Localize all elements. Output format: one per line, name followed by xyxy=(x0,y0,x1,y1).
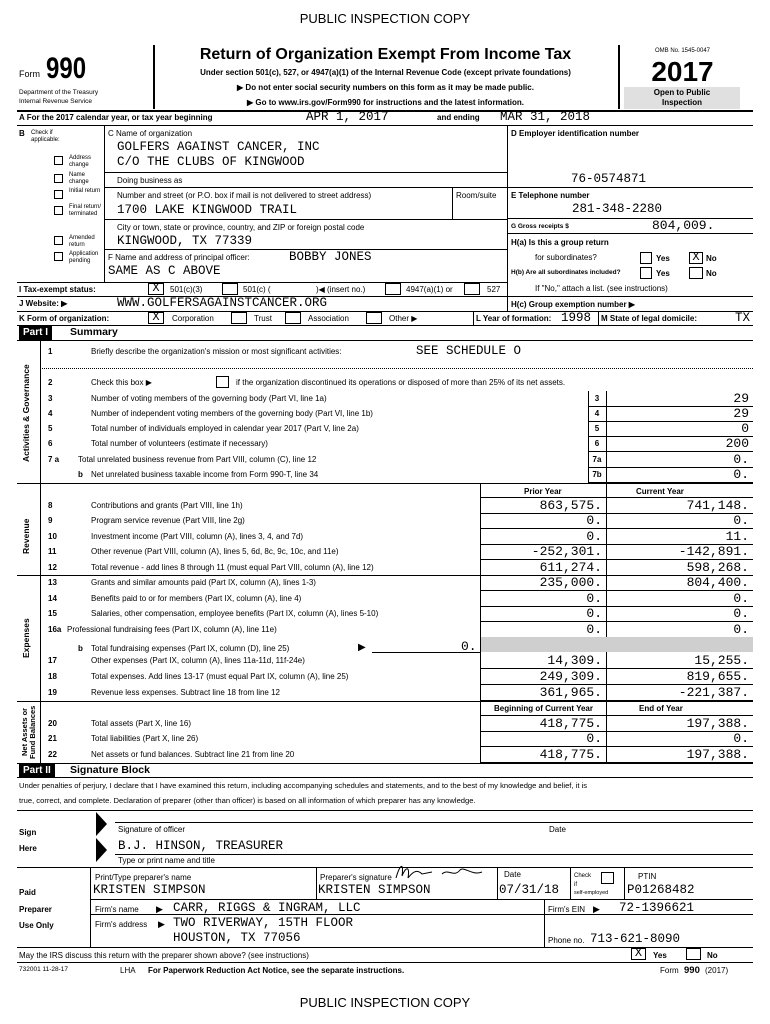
fin-line-rule xyxy=(480,528,753,529)
part1-title: Summary xyxy=(70,326,118,338)
prep-sig-name: KRISTEN SIMPSON xyxy=(318,883,431,897)
form-subtitle: Under section 501(c), 527, or 4947(a)(1) of the Internal Revenue Code (except private foundations) xyxy=(200,68,571,77)
check-if: Check if xyxy=(31,130,53,136)
rule-preparer xyxy=(17,867,753,868)
fin-line-text: Total assets (Part X, line 16) xyxy=(91,719,192,728)
ssn-notice: ▶ Do not enter social security numbers on this form as it may be made public. xyxy=(237,83,534,92)
ptin-value: P01268482 xyxy=(627,883,695,897)
gov-line-number: 7 a xyxy=(48,455,60,464)
preparer-label: Preparer xyxy=(19,905,52,914)
ein-value: 76-0574871 xyxy=(571,172,647,186)
line16b-text: Total fundraising expenses (Part IX, column (D), line 25) xyxy=(91,644,290,653)
hb-note: If "No," attach a list. (see instructions) xyxy=(535,284,668,293)
fin-line-text: Contributions and grants (Part VIII, line 1h) xyxy=(91,501,243,510)
rule-firm xyxy=(90,899,753,900)
part2-title: Signature Block xyxy=(70,764,150,776)
page-footer: PUBLIC INSPECTION COPY xyxy=(299,995,471,1010)
address-change-label: Address change xyxy=(69,155,92,168)
firm-name: CARR, RIGGS & INGRAM, LLC xyxy=(173,901,361,915)
gov-line-value: 0 xyxy=(741,421,749,436)
rule-firm-addr xyxy=(90,914,753,915)
current-year-value: 0. xyxy=(733,606,749,621)
firm-addr-1: TWO RIVERWAY, 15TH FLOOR xyxy=(173,916,354,930)
open-public-1: Open to Public xyxy=(653,88,711,97)
current-year-value: 0. xyxy=(733,591,749,606)
line-i-label: I Tax-exempt status: xyxy=(19,285,96,294)
boy-header: Beginning of Current Year xyxy=(494,704,593,713)
501c-insert: )◀ (insert no.) xyxy=(316,285,366,294)
firm-ein: 72-1396621 xyxy=(619,901,695,915)
gov-line-box: 7a xyxy=(592,455,602,464)
prior-year-value: 0. xyxy=(586,731,602,746)
rule-footer xyxy=(17,962,753,963)
4947-label: 4947(a)(1) or xyxy=(406,285,453,294)
fin-line-number: 20 xyxy=(48,719,57,728)
line-m-label: M State of legal domicile: xyxy=(601,314,698,323)
l-divider xyxy=(473,311,474,325)
fin-line-text: Revenue less expenses. Subtract line 18 from line 12 xyxy=(91,688,280,697)
footer-form-word: Form xyxy=(660,966,679,975)
fin-line-number: 15 xyxy=(48,609,57,618)
firm-addr-arrow: ▶ xyxy=(158,919,165,929)
sidebar-divider xyxy=(40,340,41,763)
rule-street xyxy=(104,187,753,188)
line16b-value: 0. xyxy=(461,639,477,654)
fin-line-text: Program service revenue (Part VIII, line 2g) xyxy=(91,516,245,525)
rule-mission xyxy=(40,368,753,369)
room-label: Room/suite xyxy=(456,191,497,200)
ha-label: H(a) Is this a group return xyxy=(511,238,609,247)
fin-line-number: 9 xyxy=(48,516,53,525)
current-year-value: 741,148. xyxy=(686,498,749,513)
address-change-checkbox[interactable] xyxy=(54,156,63,165)
prep-date-label: Date xyxy=(504,870,521,879)
prep-date-divider xyxy=(497,867,498,899)
name-line xyxy=(115,854,753,855)
fin-line-text: Professional fundraising fees (Part IX, column (A), line 11e) xyxy=(67,625,277,634)
fin-line-number: 16a xyxy=(48,625,62,634)
officer-name: BOBBY JONES xyxy=(289,250,372,264)
gov-line-box: 6 xyxy=(594,439,600,448)
sig-officer-label: Signature of officer xyxy=(118,825,186,834)
sidebar-revenue: Revenue xyxy=(21,518,31,554)
rule-hc xyxy=(507,296,753,297)
amended-return-label: Amended return xyxy=(69,235,95,248)
line-k-label: K Form of organization: xyxy=(19,314,110,323)
year-formation: 1998 xyxy=(561,311,592,325)
dba-label: Doing business as xyxy=(117,176,183,185)
discontinued-checkbox[interactable] xyxy=(216,376,229,388)
current-year-value: 804,400. xyxy=(686,575,749,590)
website-value: WWW.GOLFERSAGAINSTCANCER.ORG xyxy=(117,296,328,310)
irs-label: Internal Revenue Service xyxy=(19,98,92,105)
prep-sig-divider xyxy=(316,867,317,899)
hb-label: H(b) Are all subordinates included? xyxy=(511,269,621,276)
rule-ha xyxy=(507,233,753,234)
applicable: applicable: xyxy=(31,137,60,143)
current-year-value: 819,655. xyxy=(686,669,749,684)
prep-name: KRISTEN SIMPSON xyxy=(93,883,206,897)
firm-ein-arrow: ▶ xyxy=(593,904,600,914)
prior-year-value: 14,309. xyxy=(547,653,602,668)
sig-line xyxy=(115,822,753,823)
line2-check-label: Check this box ▶ xyxy=(91,378,152,387)
check-label: Check xyxy=(574,873,592,879)
prep-check-divider xyxy=(570,867,571,899)
application-pending-checkbox[interactable] xyxy=(54,252,63,261)
eoy-header: End of Year xyxy=(639,704,683,713)
fin-line-number: 22 xyxy=(48,750,57,759)
paid-label: Paid xyxy=(19,888,36,897)
form-title: Return of Organization Exempt From Income Tax xyxy=(199,46,572,63)
ptin-divider xyxy=(624,867,625,899)
fin-line-rule xyxy=(480,700,753,701)
current-year-header: Current Year xyxy=(636,487,684,496)
form-code: 732001 11-28-17 xyxy=(19,966,69,973)
prior-year-value: 249,309. xyxy=(539,669,602,684)
street-label: Number and street (or P.O. box if mail is not delivered to street address) xyxy=(117,191,372,200)
form-word: Form xyxy=(19,69,40,79)
current-year-value: 598,268. xyxy=(686,560,749,575)
line1-number: 1 xyxy=(48,347,53,356)
use-only-label: Use Only xyxy=(19,921,54,930)
gov-line-number: b xyxy=(78,470,83,479)
gov-line-value: 29 xyxy=(733,406,749,421)
hb-yes-checkbox[interactable] xyxy=(640,267,652,279)
fin-line-number: 14 xyxy=(48,594,57,603)
prior-year-value: 361,965. xyxy=(539,685,602,700)
fin-line-text: Other revenue (Part VIII, column (A), lines 5, 6d, 8c, 9c, 10c, and 11e) xyxy=(91,547,339,556)
gov-line-number: 3 xyxy=(48,394,53,403)
footer-form-num: 990 xyxy=(684,965,700,976)
ein-label: D Employer identification number xyxy=(511,129,640,138)
final-return-checkbox[interactable] xyxy=(54,206,63,215)
gov-line-rule xyxy=(588,451,753,452)
self-emp-label: self-employed xyxy=(574,890,609,896)
rule-sign xyxy=(17,810,753,811)
gov-line-box: 3 xyxy=(594,394,600,403)
association-checkbox[interactable] xyxy=(285,312,301,324)
phone-label: E Telephone number xyxy=(511,191,590,200)
gov-box-right xyxy=(606,391,607,483)
org-name-line1: GOLFERS AGAINST CANCER, INC xyxy=(117,140,320,154)
firm-phone-label: Phone no. xyxy=(548,936,585,945)
sidebar-net-assets: Net Assets or Fund Balances xyxy=(20,705,37,759)
501c-label: 501(c) ( xyxy=(243,285,271,294)
type-name-label: Type or print name and title xyxy=(118,856,215,865)
501c3-label: 501(c)(3) xyxy=(170,285,203,294)
pra-notice: For Paperwork Reduction Act Notice, see the separate instructions. xyxy=(148,966,405,975)
line-j-label: J Website: ▶ xyxy=(19,299,68,308)
if-label: if xyxy=(574,882,577,888)
prior-year-value: 0. xyxy=(586,606,602,621)
line-a-ending: and ending xyxy=(437,113,480,122)
gov-line-value: 0. xyxy=(733,467,749,482)
gov-line-text: Number of independent voting members of the governing body (Part VI, line 1b) xyxy=(91,409,373,418)
section-b-label: B xyxy=(19,129,25,138)
rule-i-top xyxy=(17,282,507,283)
ha-no-label: No xyxy=(706,254,717,263)
corporation-checkbox[interactable]: X xyxy=(148,312,164,324)
form-number: 990 xyxy=(46,52,87,85)
name-change-label: Name change xyxy=(69,172,89,185)
527-checkbox[interactable] xyxy=(464,283,480,295)
prior-year-value: -252,301. xyxy=(531,544,602,559)
4947-checkbox[interactable] xyxy=(385,283,401,295)
gov-line-number: 4 xyxy=(48,409,53,418)
current-year-value: 0. xyxy=(733,513,749,528)
rule-k xyxy=(17,311,753,312)
current-year-value: 0. xyxy=(733,622,749,637)
other-checkbox[interactable] xyxy=(366,312,382,324)
gov-line-text: Number of voting members of the governing body (Part VI, line 1a) xyxy=(91,394,327,403)
current-year-value: 197,388. xyxy=(686,716,749,731)
mission-label: Briefly describe the organization's mission or most significant activities: xyxy=(91,347,342,356)
dept-treasury: Department of the Treasury xyxy=(19,89,99,96)
fin-line-text: Benefits paid to or for members (Part IX, column (A), line 4) xyxy=(91,594,302,603)
rule-part1-bottom xyxy=(17,340,753,341)
prep-name-label: Print/Type preparer's name xyxy=(95,873,192,882)
ha-sub: for subordinates? xyxy=(535,253,597,262)
fin-line-number: 12 xyxy=(48,563,57,572)
penalty-line2: true, correct, and complete. Declaration of preparer (other than officer) is based on all information of which preparer has any knowledge. xyxy=(19,796,476,805)
fin-line-number: 8 xyxy=(48,501,53,510)
other-label: Other ▶ xyxy=(389,314,418,323)
ha-no-checkbox[interactable]: X xyxy=(689,252,703,264)
fin-line-number: 17 xyxy=(48,656,57,665)
omb-number: OMB No. 1545-0047 xyxy=(654,48,711,54)
part2-tag: Part II xyxy=(19,764,55,778)
name-change-checkbox[interactable] xyxy=(54,174,63,183)
rule-exp-net xyxy=(17,701,753,702)
line2-text: if the organization discontinued its operations or disposed of more than 25% of its net assets. xyxy=(236,378,566,387)
phone-value: 281-348-2280 xyxy=(572,202,663,216)
line-a-label: A For the 2017 calendar year, or tax year beginning xyxy=(19,113,213,122)
discuss-yes-label: Yes xyxy=(653,951,667,960)
current-year-value: 0. xyxy=(733,731,749,746)
rule-dba xyxy=(104,172,507,173)
preparer-divider xyxy=(90,867,91,947)
gross-label: G Gross receipts $ xyxy=(511,223,569,230)
firm-ein-divider xyxy=(544,899,545,914)
hc-label: H(c) Group exemption number ▶ xyxy=(511,300,635,309)
gross-value: 804,009. xyxy=(652,218,715,233)
lha-label: LHA xyxy=(120,966,136,975)
fin-line-rule xyxy=(480,621,753,622)
current-year-value: -221,387. xyxy=(678,685,749,700)
discuss-question: May the IRS discuss this return with the preparer shown above? (see instructions) xyxy=(19,951,309,960)
rule-part2-bottom xyxy=(17,777,753,778)
line2-number: 2 xyxy=(48,378,53,387)
rule-part1 xyxy=(17,325,753,326)
fin-line-text: Total expenses. Add lines 13-17 (must equal Part IX, column (A), line 25) xyxy=(91,672,349,681)
501c3-checkbox[interactable]: X xyxy=(148,283,164,295)
rule-rev-header xyxy=(480,497,753,498)
penalty-line1: Under penalties of perjury, I declare that I have examined this return, including accompanying schedules and statements, and to the best of my knowledge and belief, it is xyxy=(19,781,588,790)
hb-no-checkbox[interactable] xyxy=(689,267,703,279)
fin-line-rule xyxy=(480,590,753,591)
gov-line-text: Net unrelated business taxable income from Form 990-T, line 34 xyxy=(91,470,319,479)
city-label: City or town, state or province, country, and ZIP or foreign postal code xyxy=(117,223,365,232)
rule-city xyxy=(104,219,507,220)
gov-line-box: 7b xyxy=(592,470,602,479)
fin-line-text: Grants and similar amounts paid (Part IX, column (A), lines 1-3) xyxy=(91,578,316,587)
tax-year-begin: APR 1, 2017 xyxy=(306,110,389,124)
open-public-2: Inspection xyxy=(661,98,702,107)
firm-name-arrow: ▶ xyxy=(156,904,163,914)
sidebar-expenses: Expenses xyxy=(21,618,31,658)
fin-line-number: 21 xyxy=(48,734,57,743)
fin-line-number: 10 xyxy=(48,532,57,541)
prior-year-value: 611,274. xyxy=(539,560,602,575)
fin-line-text: Salaries, other compensation, employee benefits (Part IX, column (A), lines 5-10) xyxy=(91,609,379,618)
association-label: Association xyxy=(308,314,349,323)
line-l-label: L Year of formation: xyxy=(476,314,552,323)
prior-year-value: 418,775. xyxy=(539,716,602,731)
gov-line-number: 5 xyxy=(48,424,53,433)
line16b-shade xyxy=(481,637,753,652)
gov-line-text: Total unrelated business revenue from Part VIII, column (C), line 12 xyxy=(78,455,317,464)
initial-return-label: Initial return xyxy=(69,188,101,194)
prior-year-header: Prior Year xyxy=(524,487,562,496)
section-b-divider xyxy=(104,125,105,282)
line16b-underline xyxy=(372,652,480,653)
ptin-label: PTIN xyxy=(638,872,657,881)
fin-line-number: 19 xyxy=(48,688,57,697)
discuss-yes-checkbox[interactable]: X xyxy=(631,948,646,960)
527-label: 527 xyxy=(487,285,501,294)
m-divider xyxy=(598,311,599,325)
gov-line-value: 0. xyxy=(733,452,749,467)
initial-return-checkbox[interactable] xyxy=(54,190,63,199)
gov-line-text: Total number of individuals employed in calendar year 2017 (Part V, line 2a) xyxy=(91,424,359,433)
discuss-no-label: No xyxy=(707,951,718,960)
prior-year-value: 235,000. xyxy=(539,575,602,590)
officer-name-title: B.J. HINSON, TREASURER xyxy=(118,839,284,853)
gov-line-number: 6 xyxy=(48,439,53,448)
current-year-value: 15,255. xyxy=(694,653,749,668)
gov-box-left xyxy=(588,391,589,483)
firm-phone-divider xyxy=(544,914,545,947)
corporation-label: Corporation xyxy=(172,314,214,323)
final-return-label: Final return/ terminated xyxy=(69,204,102,217)
ha-yes-checkbox[interactable] xyxy=(640,252,652,264)
prior-year-value: 0. xyxy=(586,622,602,637)
website-notice: ▶ Go to www.irs.gov/Form990 for instructions and the latest information. xyxy=(247,98,524,107)
prior-year-value: 0. xyxy=(586,513,602,528)
prior-year-value: 0. xyxy=(586,591,602,606)
rule-gov-rev xyxy=(17,483,753,484)
prior-year-value: 863,575. xyxy=(539,498,602,513)
street-value: 1700 LAKE KINGWOOD TRAIL xyxy=(117,203,298,217)
line16b-number: b xyxy=(78,644,83,653)
gov-line-box: 5 xyxy=(594,424,600,433)
fin-line-text: Net assets or fund balances. Subtract line 21 from line 20 xyxy=(91,750,295,759)
gov-line-box: 4 xyxy=(594,409,600,418)
org-name-label: C Name of organization xyxy=(108,129,193,138)
prep-date: 07/31/18 xyxy=(499,883,560,897)
prep-sig-label: Preparer's signature xyxy=(320,873,392,882)
ha-yes-label: Yes xyxy=(656,254,670,263)
trust-checkbox[interactable] xyxy=(231,312,247,324)
firm-addr-2: HOUSTON, TX 77056 xyxy=(173,931,301,945)
sidebar-governance: Activities & Governance xyxy=(21,364,31,462)
fin-line-text: Other expenses (Part IX, column (A), lines 11a-11d, 11f-24e) xyxy=(91,656,305,665)
officer-address: SAME AS C ABOVE xyxy=(108,264,221,278)
amended-return-checkbox[interactable] xyxy=(54,236,63,245)
fin-line-text: Investment income (Part VIII, column (A), lines 3, 4, and 7d) xyxy=(91,532,304,541)
gov-line-rule xyxy=(588,482,753,483)
firm-ein-label: Firm's EIN xyxy=(548,905,586,914)
501c-checkbox[interactable] xyxy=(222,283,238,295)
prior-year-value: 0. xyxy=(586,529,602,544)
part1-tag: Part I xyxy=(19,326,52,340)
sign-label: Sign xyxy=(19,828,37,837)
tax-year: 2017 xyxy=(651,56,714,87)
officer-label: F Name and address of principal officer: xyxy=(108,253,250,262)
gov-line-text: Total number of volunteers (estimate if necessary) xyxy=(91,439,268,448)
fin-line-text: Total liabilities (Part X, line 26) xyxy=(91,734,199,743)
here-label: Here xyxy=(19,844,37,853)
state-domicile: TX xyxy=(735,311,751,325)
sign-arrow-1 xyxy=(96,812,107,836)
preparer-signature xyxy=(392,860,492,884)
org-name-line2: C/O THE CLUBS OF KINGWOOD xyxy=(117,155,305,169)
mission-value: SEE SCHEDULE O xyxy=(416,344,522,358)
gov-line-value: 29 xyxy=(733,391,749,406)
firm-addr-label: Firm's address xyxy=(95,920,148,929)
rule-gross xyxy=(507,218,753,219)
room-divider xyxy=(452,187,453,219)
tax-year-end: MAR 31, 2018 xyxy=(500,110,591,124)
page-header: PUBLIC INSPECTION COPY xyxy=(299,11,471,26)
rule-a-bottom xyxy=(17,125,753,126)
rule-net-header xyxy=(480,715,753,716)
line16b-arrow: ▶ xyxy=(358,642,366,653)
city-value: KINGWOOD, TX 77339 xyxy=(117,234,253,248)
prior-year-value: 418,775. xyxy=(539,747,602,762)
application-pending-label: Application pending xyxy=(69,251,99,264)
fin-line-text: Total revenue - add lines 8 through 11 (must equal Part VIII, column (A), line 12) xyxy=(91,563,374,572)
firm-name-label: Firm's name xyxy=(95,905,139,914)
hb-yes-label: Yes xyxy=(656,269,670,278)
trust-label: Trust xyxy=(254,314,272,323)
fin-line-number: 11 xyxy=(48,547,57,556)
self-employed-checkbox[interactable] xyxy=(601,872,614,884)
sign-arrow-2 xyxy=(96,838,107,862)
current-year-value: 11. xyxy=(725,529,749,544)
current-year-value: -142,891. xyxy=(678,544,749,559)
fin-line-number: 18 xyxy=(48,672,57,681)
discuss-no-checkbox[interactable] xyxy=(686,948,701,960)
hb-no-label: No xyxy=(706,269,717,278)
footer-form-year: (2017) xyxy=(705,966,729,975)
sig-date-label: Date xyxy=(549,825,566,834)
gov-line-value: 200 xyxy=(725,436,749,451)
fin-line-number: 13 xyxy=(48,578,57,587)
current-year-value: 197,388. xyxy=(686,747,749,762)
firm-phone: 713-621-8090 xyxy=(590,932,681,946)
